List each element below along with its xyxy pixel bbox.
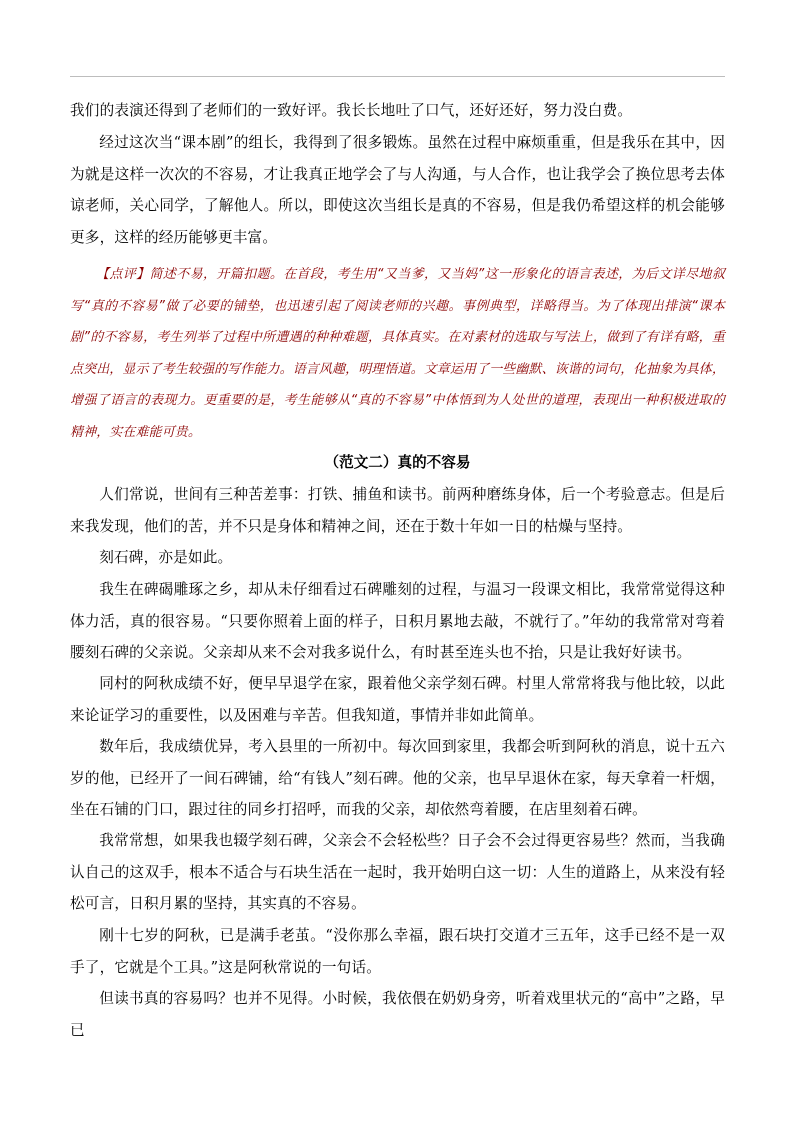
- paragraph-7: 数年后，我成绩优异，考入县里的一所初中。每次回到家里，我都会听到阿秋的消息，说十五六岁的他，已经开了一间石碑铺，给“有钱人”刻石碑。他的父亲，也早早退休在家，每天拿着一杆烟，坐在石铺的门口，跟过往的同乡打招呼，而我的父亲，却依然弯着腰，在店里刻着石碑。: [70, 738, 725, 818]
- paragraph-1: 我们的表演还得到了老师们的一致好评。我长长地吐了口气，还好还好，努力没白费。: [70, 102, 633, 119]
- paragraph-2: 经过这次当“课本剧”的组长，我得到了很多锻炼。虽然在过程中麻烦重重，但是我乐在其中，因为就是这样一次次的不容易，才让我真正地学会了与人沟通，与人合作，也让我学会了换位思考去体谅老师，关心同学，了解他人。所以，即使这次当组长是真的不容易，但是我仍希望这样的机会能够更多，这样的经历能够更丰富。: [70, 134, 725, 246]
- paragraph-6: 同村的阿秋成绩不好，便早早退学在家，跟着他父亲学刻石碑。村里人常常将我与他比较，以此来论证学习的重要性，以及困难与辛苦。但我知道，事情并非如此简单。: [70, 675, 725, 724]
- paragraph-3: 人们常说，世间有三种苦差事：打铁、捕鱼和读书。前两种磨练身体，后一个考验意志。但是后来我发现，他们的苦，并不只是身体和精神之间，还在于数十年如一日的枯燥与坚持。: [70, 486, 725, 535]
- teacher-comment: 【点评】简述不易，开篇扣题。在首段，考生用“又当爹，又当妈”这一形象化的语言表述，为后文详尽地叙写“真的不容易”做了必要的铺垫，也迅速引起了阅读老师的兴趣。事例典型，详略得当。为了体现出排演“课本剧”的不容易，考生列举了过程中所遭遇的种种难题，具体真实。在对素材的选取与写法上，做到了有详有略，重点突出，显示了考生较强的写作能力。语言风趣，明理悟道。文章运用了一些幽默、诙谐的词句，化抽象为具体，增强了语言的表现力。更重要的是，考生能够从“真的不容易”中体悟到为人处世的道理，表现出一种积极进取的精神，实在难能可贵。: [70, 267, 726, 440]
- essay-title: （范文二）真的不容易: [324, 454, 471, 471]
- paragraph-8: 我常常想，如果我也辍学刻石碑，父亲会不会轻松些？日子会不会过得更容易些？然而，当我确认自己的这双手，根本不适合与石块生活在一起时，我开始明白这一切：人生的道路上，从来没有轻松可言，日积月累的坚持，其实真的不容易。: [70, 832, 725, 912]
- paragraph-4: 刻石碑，亦是如此。: [99, 549, 233, 566]
- paragraph-10: 但读书真的容易吗？也并不见得。小时候，我依偎在奶奶身旁，听着戏里状元的“高中”之路，早已: [70, 990, 725, 1039]
- paragraph-5: 我生在碑碣雕琢之乡，却从未仔细看过石碑雕刻的过程，与温习一段课文相比，我常常觉得这种体力活，真的很容易。“只要你照着上面的样子，日积月累地去敲，不就行了。”年幼的我常常对弯着腰刻石碑的父亲说。父亲却从来不会对我多说什么，有时甚至连头也不抬，只是让我好好读书。: [70, 581, 725, 661]
- header-rule: [70, 76, 725, 77]
- paragraph-9: 刚十七岁的阿秋，已是满手老茧。“没你那么幸福，跟石块打交道才三五年，这手已经不是一双手了，它就是个工具。”这是阿秋常说的一句话。: [70, 927, 725, 976]
